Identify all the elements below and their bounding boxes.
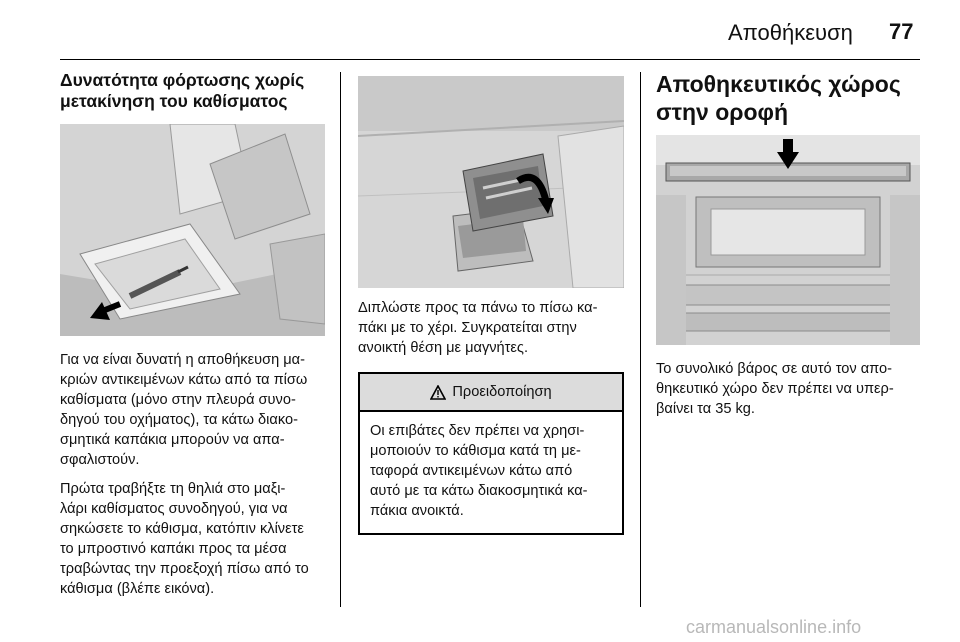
warning-text: Οι επιβάτες δεν πρέπει να χρησι- μοποιούν το κάθισμα κατά τη με- ταφορά αντικειμένων κάτω από αυτό με τα κάτω διακοσμητικά κα- πάκια ανοικτά.: [370, 423, 588, 519]
header-divider: [60, 59, 920, 60]
warning-title: Προειδοποίηση: [452, 384, 552, 400]
warning-triangle-icon: [430, 385, 446, 400]
warning-box: [358, 372, 624, 535]
paragraph: Διπλώστε προς τα πάνω το πίσω κα- πάκι με το χέρι. Συγκρατείται στην ανοικτή θέση με μαγνήτες.: [358, 300, 598, 356]
page-title: Αποθήκευση: [728, 20, 853, 45]
section-heading-loading: Δυνατότητα φόρτωσης χωρίς μετακίνηση του καθίσματος: [60, 70, 305, 111]
column-divider: [640, 72, 641, 607]
column-divider: [340, 72, 341, 607]
left-column: [60, 70, 325, 599]
paragraph: Πρώτα τραβήξτε τη θηλιά στο μαξι- λάρι καθίσματος συνοδηγού, για να σηκώσετε το κάθισμα, κατόπιν κλίνετε το μπροστινό καπάκι προς τα μέσα τραβώντας την προεξοχή πίσω από το κάθισμα (βλέπε εικόνα).: [60, 481, 309, 597]
watermark: carmanualsonline.info: [686, 617, 862, 637]
middle-column: [358, 70, 624, 535]
warning-header: [360, 374, 622, 412]
paragraph: Το συνολικό βάρος σε αυτό τον απο- θηκευτικό χώρο δεν πρέπει να υπερ- βαίνει τα 35 kg.: [656, 361, 894, 417]
seat-storage-illustration: [60, 124, 325, 336]
section-heading-roof-storage: Αποθηκευτικός χώρος στην οροφή: [656, 71, 901, 125]
paragraph: Για να είναι δυνατή η αποθήκευση μα- κριών αντικειμένων κάτω από τα πίσω καθίσματα (μόνο στην πλευρά συνο- δηγού του οχήματος), τα κάτω διακο- σμητικά καπάκια μπορούν να απα- σφαλιστούν.: [60, 352, 308, 468]
page-number: 77: [889, 19, 914, 44]
rear-cover-illustration: [358, 76, 624, 288]
roof-storage-illustration: [656, 135, 920, 345]
right-column: [656, 70, 920, 419]
